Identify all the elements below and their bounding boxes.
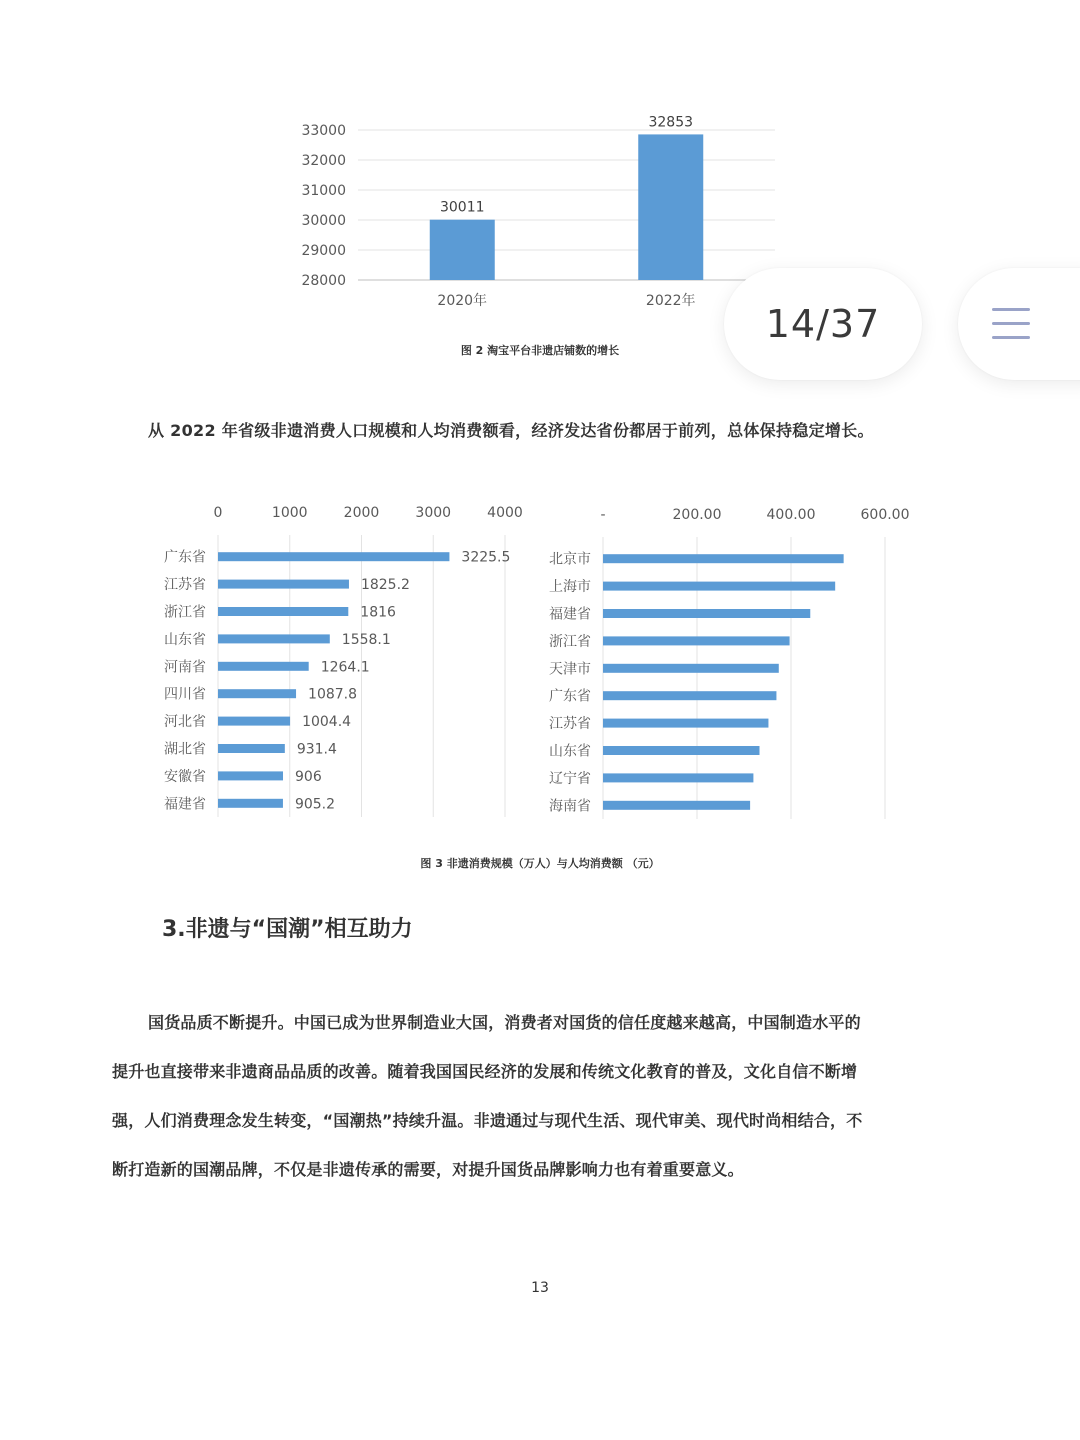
bar (603, 664, 779, 673)
page-indicator[interactable] (724, 268, 922, 380)
bar (603, 746, 760, 755)
y-tick-label: 29000 (301, 243, 346, 259)
x-tick-label: 2000 (343, 505, 380, 521)
y-tick-label: 31000 (301, 183, 346, 199)
bar (430, 220, 495, 280)
category-label: 天津市 (549, 661, 591, 678)
data-label: 931.4 (296, 741, 337, 758)
category-label: 河北省 (164, 714, 206, 731)
page-number: 13 (531, 1280, 549, 1296)
category-label: 广东省 (164, 549, 206, 566)
x-tick-label: 200.00 (672, 507, 722, 523)
bar (603, 719, 768, 728)
chart-consumer-population (150, 505, 530, 825)
body-line: 提升也直接带来非遗商品品质的改善。随着我国国民经济的发展和传统文化教育的普及，文化自信不断增 (112, 1062, 858, 1081)
x-tick-label: 1000 (271, 505, 308, 521)
data-label: 1264.1 (320, 659, 370, 676)
data-label: 32853 (648, 114, 694, 131)
bar (218, 744, 285, 753)
data-label: 1087.8 (308, 686, 358, 703)
y-tick-label: 30000 (301, 213, 346, 229)
bar (218, 799, 283, 808)
bar (218, 634, 330, 643)
category-label: 辽宁省 (549, 770, 591, 787)
category-label: 北京市 (549, 551, 591, 568)
x-tick-label: 400.00 (766, 507, 816, 523)
category-label: 河南省 (164, 659, 206, 676)
chart-per-capita-spend (535, 505, 935, 825)
bar (218, 771, 283, 780)
data-label: 906 (295, 768, 322, 785)
y-tick-label: 33000 (301, 123, 346, 139)
y-tick-label: 32000 (301, 153, 346, 169)
chart1-caption: 图 2 淘宝平台非遗店铺数的增长 (460, 344, 620, 357)
chart3-caption: 图 3 非遗消费规模（万人）与人均消费额 （元） (420, 857, 660, 870)
category-label: 山东省 (164, 631, 206, 648)
category-label: 四川省 (164, 686, 206, 703)
chart-taobao-shops (280, 110, 800, 315)
menu-button[interactable] (958, 268, 1080, 380)
x-tick-label: 2020年 (437, 293, 488, 309)
bar (218, 580, 349, 589)
category-label: 湖北省 (164, 741, 206, 758)
x-tick-label: 4000 (487, 505, 523, 521)
category-label: 福建省 (549, 606, 591, 623)
x-tick-label: - (600, 507, 606, 523)
bar (218, 552, 449, 561)
x-tick-label: 2022年 (645, 293, 696, 309)
bar (603, 554, 844, 563)
data-label: 3225.5 (461, 549, 511, 566)
bar (218, 607, 348, 616)
data-label: 905.2 (294, 796, 336, 813)
x-tick-label: 600.00 (860, 507, 910, 523)
category-label: 广东省 (549, 688, 591, 705)
bar (603, 691, 776, 700)
body-line: 强，人们消费理念发生转变，“国潮热”持续升温。非遗通过与现代生活、现代审美、现代时尚相结合，不 (112, 1111, 863, 1130)
page-indicator-label: 14/37 (765, 302, 881, 346)
data-label: 1558.1 (341, 631, 391, 648)
data-label: 1004.4 (302, 714, 352, 731)
data-label: 1825.2 (360, 577, 410, 594)
x-tick-label: 3000 (415, 505, 452, 521)
bar (603, 773, 753, 782)
category-label: 浙江省 (549, 633, 591, 650)
bar (603, 636, 790, 645)
bar (603, 609, 810, 618)
category-label: 海南省 (549, 798, 591, 815)
bar (218, 717, 290, 726)
data-label: 1816 (360, 604, 396, 621)
bar (218, 662, 309, 671)
data-label: 30011 (439, 199, 485, 216)
body-line: 断打造新的国潮品牌，不仅是非遗传承的需要，对提升国货品牌影响力也有着重要意义。 (112, 1160, 744, 1179)
bar (218, 689, 296, 698)
category-label: 福建省 (164, 796, 206, 813)
category-label: 山东省 (549, 743, 591, 760)
bar (603, 582, 835, 591)
y-tick-label: 28000 (301, 273, 346, 289)
category-label: 上海市 (549, 579, 591, 596)
category-label: 江苏省 (164, 577, 206, 594)
section-heading: 3.非遗与“国潮”相互助力 (162, 917, 413, 942)
x-tick-label: 0 (213, 505, 223, 521)
category-label: 安徽省 (164, 768, 206, 785)
category-label: 浙江省 (164, 604, 206, 621)
category-label: 江苏省 (549, 716, 591, 733)
bar (638, 134, 703, 280)
body-line: 国货品质不断提升。中国已成为世界制造业大国，消费者对国货的信任度越来越高，中国制造水平的 (148, 1013, 861, 1032)
intro-paragraph: 从 2022 年省级非遗消费人口规模和人均消费额看，经济发达省份都居于前列，总体保持稳定增长。 (148, 421, 874, 440)
bar (603, 801, 750, 810)
